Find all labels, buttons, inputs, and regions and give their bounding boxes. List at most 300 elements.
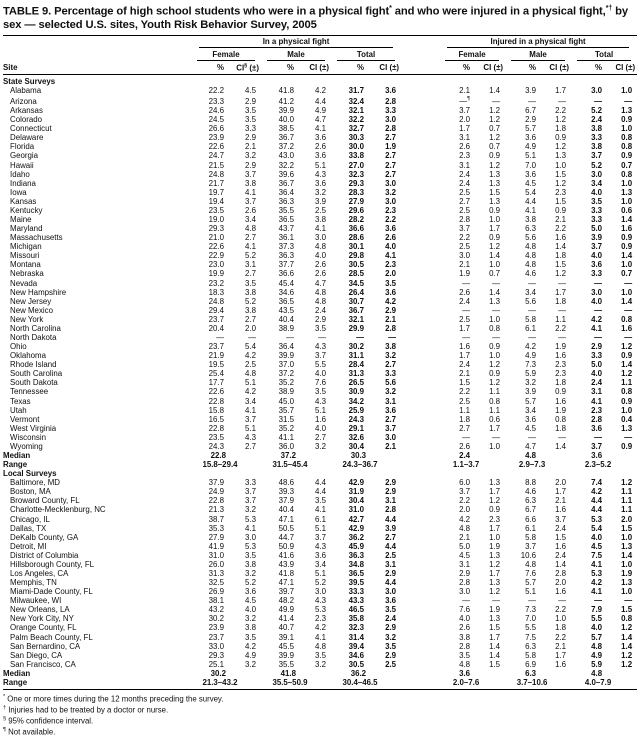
footnote-marker: †	[3, 704, 7, 711]
value-cell: 3.5	[385, 605, 397, 615]
value-cell: 3.7	[525, 541, 537, 551]
value-cell: 3.6	[591, 260, 603, 270]
value-cell: 2.4	[459, 360, 471, 370]
site-cell: Ohio	[10, 342, 27, 352]
site-cell: Broward County, FL	[10, 496, 80, 506]
column-gap	[401, 37, 439, 48]
value-cell: 36.5	[278, 214, 294, 224]
value-cell: 4.8	[315, 242, 326, 252]
value-cell: —	[594, 432, 603, 442]
value-cell: 2.4	[459, 178, 471, 188]
value-cell: 3.9	[315, 196, 326, 206]
column-gap	[401, 306, 439, 315]
value-cell: 0.9	[555, 133, 567, 143]
table-row	[3, 642, 637, 651]
site-cell: Idaho	[10, 169, 30, 179]
value-cell: 2.0	[621, 514, 633, 524]
value-cell: —	[356, 332, 364, 342]
value-cell: 1.7	[489, 224, 501, 234]
value-cell: 5.1	[315, 569, 326, 579]
value-cell: 5.1	[525, 587, 537, 597]
value-cell: 47.1	[278, 514, 294, 524]
percent-column-header: %	[331, 61, 369, 75]
sex-header-female	[439, 48, 505, 61]
value-cell: 3.7	[385, 423, 397, 433]
value-cell: 1.9	[555, 405, 567, 415]
value-cell: 1.3	[621, 187, 633, 197]
value-cell: 1.5	[621, 523, 633, 533]
title-text-3: by sex — selected U.S. sites, Youth Risk Behavior Survey, 2005	[3, 5, 628, 32]
column-gap	[401, 197, 439, 206]
value-cell: 3.0	[591, 287, 603, 297]
value-cell: 42.9	[348, 523, 364, 533]
value-cell: 2.9	[459, 569, 471, 579]
value-cell: 1.5	[489, 623, 501, 633]
column-gap	[401, 179, 439, 188]
ci-column-header: CI (±)	[541, 61, 571, 75]
value-cell: 1.3	[621, 423, 633, 433]
value-cell: 4.8	[315, 296, 326, 306]
value-cell: 3.6	[385, 596, 397, 606]
value-cell: 4.0	[245, 605, 256, 615]
site-cell: Hawaii	[10, 160, 34, 170]
value-cell: 1.2	[489, 115, 501, 125]
value-cell: 32.5	[208, 578, 224, 588]
value-cell: 1.7	[459, 323, 471, 333]
value-cell: 2.3	[459, 151, 471, 161]
value-cell: —	[558, 596, 567, 606]
table-row	[3, 95, 637, 106]
value-cell: 43.2	[208, 605, 224, 615]
value-cell: 4.1	[315, 224, 326, 234]
site-cell: Milwaukee, WI	[10, 596, 62, 606]
value-cell: 1.6	[459, 342, 471, 352]
column-gap	[401, 478, 439, 487]
table-row	[3, 433, 637, 442]
value-cell: 3.1	[459, 133, 471, 143]
summary-value-cell: 3.7–10.6	[516, 677, 548, 687]
value-cell: 44.7	[278, 532, 294, 542]
value-cell: —	[492, 305, 501, 315]
median-row	[3, 669, 637, 678]
value-cell: 43.5	[278, 305, 294, 315]
value-cell: 35.5	[278, 659, 294, 669]
value-cell: 26.0	[208, 559, 224, 569]
value-cell: —	[216, 332, 224, 342]
value-cell: 3.6	[315, 151, 326, 161]
column-gap	[401, 669, 439, 678]
value-cell: 3.3	[385, 106, 397, 116]
sex-header-total-label: Total	[577, 50, 631, 61]
value-cell: 1.9	[385, 142, 397, 152]
value-cell: 1.0	[621, 287, 633, 297]
value-cell: 1.2	[489, 106, 501, 116]
value-cell: 1.0	[489, 351, 501, 361]
value-cell: 2.7	[245, 441, 256, 451]
value-cell: 3.3	[591, 205, 603, 215]
value-cell: 3.8	[591, 142, 603, 152]
value-cell: 1.5	[489, 187, 501, 197]
column-gap	[401, 142, 439, 151]
value-cell: 1.8	[459, 414, 471, 424]
value-cell: 6.3	[525, 224, 537, 234]
value-cell: —	[318, 332, 326, 342]
summary-value-cell: 6.3	[525, 668, 537, 678]
value-cell: 3.2	[315, 659, 326, 669]
value-cell: 2.4	[591, 115, 603, 125]
value-cell: 3.2	[245, 151, 256, 161]
value-cell: —	[594, 332, 603, 342]
value-cell: 4.1	[591, 587, 603, 597]
value-cell: 2.2	[385, 214, 397, 224]
ci-column-header: CI (±)	[475, 61, 505, 75]
value-cell: 4.3	[315, 396, 326, 406]
value-cell: 1.1	[621, 505, 633, 515]
value-cell: 2.5	[385, 659, 397, 669]
column-gap	[401, 360, 439, 369]
title-text-2: and who were injured in a physical fight,	[391, 5, 606, 18]
value-cell: 4.2	[591, 487, 603, 497]
value-cell: —	[594, 596, 603, 606]
value-cell: 2.6	[459, 142, 471, 152]
summary-value-cell: 37.2	[280, 451, 296, 460]
value-cell: 2.9	[385, 569, 397, 579]
value-cell: 32.2	[348, 115, 364, 125]
footnote	[3, 704, 637, 715]
value-cell: 1.3	[489, 550, 501, 560]
value-cell: 5.3	[591, 569, 603, 579]
value-cell: 5.2	[245, 251, 256, 261]
value-cell: 0.8	[489, 323, 501, 333]
summary-value-cell: 2.0–7.6	[452, 677, 480, 687]
value-cell: 2.2	[555, 605, 567, 615]
value-cell: 43.7	[278, 224, 294, 234]
value-cell: 6.1	[525, 323, 537, 333]
value-cell: 1.1	[489, 405, 501, 415]
value-cell: 30.3	[348, 133, 364, 143]
column-gap	[401, 242, 439, 251]
value-cell: 1.6	[555, 233, 567, 243]
value-cell: 1.6	[555, 351, 567, 361]
value-cell: 26.4	[348, 287, 364, 297]
site-cell: Nevada	[10, 278, 38, 288]
value-cell: 23.7	[208, 314, 224, 324]
value-cell: 21.7	[208, 178, 224, 188]
site-column-spacer	[3, 48, 191, 61]
value-cell: 2.0	[459, 505, 471, 515]
site-cell: Arkansas	[10, 106, 43, 116]
value-cell: 37.2	[278, 369, 294, 379]
value-cell: 5.0	[459, 541, 471, 551]
value-cell: 3.4	[315, 559, 326, 569]
value-cell: —	[528, 278, 537, 288]
value-cell: 2.1	[459, 86, 471, 96]
site-cell: Baltimore, MD	[10, 478, 60, 488]
value-cell: 3.7	[591, 151, 603, 161]
value-cell: 36.1	[278, 233, 294, 243]
column-gap	[401, 605, 439, 614]
column-gap	[401, 578, 439, 587]
value-cell: 3.7	[245, 414, 256, 424]
value-cell: 3.0	[591, 169, 603, 179]
value-cell: 0.4	[621, 414, 633, 424]
value-cell: 3.7	[245, 496, 256, 506]
summary-value-cell: 21.3–43.2	[202, 677, 238, 687]
value-cell: 7.3	[525, 360, 537, 370]
value-cell: 1.0	[621, 86, 633, 96]
value-cell: 1.3	[489, 296, 501, 306]
value-cell: 2.0	[459, 115, 471, 125]
value-cell: 36.5	[278, 296, 294, 306]
site-cell: San Diego, CA	[10, 650, 63, 660]
value-cell: 39.7	[278, 587, 294, 597]
value-cell: 4.5	[245, 596, 256, 606]
value-cell: 0.9	[621, 396, 633, 406]
value-cell: 4.2	[315, 623, 326, 633]
table-row	[3, 124, 637, 133]
value-cell: 22.6	[208, 142, 224, 152]
group-header-row	[3, 37, 637, 48]
table-body	[3, 75, 637, 687]
value-cell: 17.7	[208, 378, 224, 388]
site-cell: Delaware	[10, 133, 44, 143]
value-cell: 31.1	[348, 351, 364, 361]
value-cell: 31.0	[208, 550, 224, 560]
table-row	[3, 188, 637, 197]
value-cell: 3.8	[385, 342, 397, 352]
table-row	[3, 424, 637, 433]
column-gap	[401, 95, 439, 106]
summary-value-cell: 15.8–29.4	[202, 460, 238, 470]
value-cell: 4.0	[315, 369, 326, 379]
value-cell: 21.0	[208, 233, 224, 243]
value-cell: 4.1	[591, 396, 603, 406]
value-cell: 0.8	[621, 314, 633, 324]
value-cell: 5.3	[591, 514, 603, 524]
value-cell: 38.5	[278, 124, 294, 134]
value-cell: 0.7	[621, 160, 633, 170]
site-cell: New Hampshire	[10, 287, 67, 297]
table-row	[3, 596, 637, 605]
column-gap	[401, 569, 439, 578]
value-cell: 5.8	[525, 314, 537, 324]
table-row	[3, 279, 637, 288]
value-cell: 2.2	[555, 106, 567, 116]
table-row	[3, 660, 637, 669]
value-cell: 1.2	[621, 623, 633, 633]
value-cell: 3.0	[315, 233, 326, 243]
value-cell: 2.5	[459, 396, 471, 406]
value-cell: 5.9	[591, 659, 603, 669]
value-cell: 39.9	[278, 106, 294, 116]
value-cell: 2.0	[555, 478, 567, 488]
value-cell: 0.9	[555, 387, 567, 397]
value-cell: 0.6	[621, 205, 633, 215]
value-cell: 1.2	[489, 160, 501, 170]
value-cell: 36.7	[278, 178, 294, 188]
value-cell: 5.6	[525, 233, 537, 243]
summary-value-cell: 2.3–5.2	[584, 460, 612, 470]
column-gap	[401, 424, 439, 433]
value-cell: 4.3	[315, 541, 326, 551]
summary-value-cell: 1.1–3.7	[452, 460, 480, 470]
value-cell: 35.8	[348, 614, 364, 624]
value-cell: 3.2	[315, 441, 326, 451]
value-cell: 1.4	[621, 632, 633, 642]
value-cell: 4.5	[245, 86, 256, 96]
column-gap	[401, 623, 439, 632]
sex-header-female	[191, 48, 261, 61]
table-row	[3, 351, 637, 360]
value-cell: 3.0	[591, 86, 603, 96]
column-gap	[401, 279, 439, 288]
value-cell: 3.2	[385, 632, 397, 642]
summary-value-cell: 2.4	[459, 451, 471, 460]
value-cell: 1.4	[489, 287, 501, 297]
value-cell: 0.6	[489, 414, 501, 424]
value-cell: 48.6	[278, 478, 294, 488]
site-cell: Detroit, MI	[10, 541, 47, 551]
value-cell: 3.8	[245, 287, 256, 297]
value-cell: 3.3	[591, 351, 603, 361]
ci-footnote-marker: §	[244, 62, 248, 69]
value-cell: 1.7	[489, 523, 501, 533]
value-cell: 2.5	[245, 360, 256, 370]
table-row	[3, 324, 637, 333]
site-cell: Tennessee	[10, 387, 49, 397]
value-cell: 2.1	[459, 532, 471, 542]
value-cell: 23.2	[208, 278, 224, 288]
value-cell: —	[624, 96, 633, 106]
value-cell: 43.0	[278, 151, 294, 161]
value-cell: 2.9	[385, 623, 397, 633]
value-cell: 4.8	[525, 251, 537, 261]
value-cell: 1.0	[621, 532, 633, 542]
footnotes	[3, 693, 637, 737]
summary-label: Median	[3, 668, 31, 678]
value-cell: 3.4	[245, 214, 256, 224]
footnote	[3, 715, 637, 726]
value-cell: 29.3	[208, 650, 224, 660]
value-cell: 4.1	[245, 405, 256, 415]
value-cell: 5.1	[245, 378, 256, 388]
value-cell: 6.7	[525, 106, 537, 116]
value-cell: 37.9	[278, 496, 294, 506]
value-cell: 4.4	[315, 478, 326, 488]
value-cell: 4.2	[315, 86, 326, 96]
value-cell: 1.0	[621, 587, 633, 597]
value-cell: —	[462, 332, 471, 342]
value-cell: 32.4	[348, 96, 364, 106]
value-cell: 1.6	[555, 505, 567, 515]
value-cell: 41.2	[278, 96, 294, 106]
group-header-in-fight-label: In a physical fight	[199, 37, 393, 48]
site-cell: Arizona	[10, 96, 37, 106]
footnote-text: Injuries had to be treated by a doctor or nurse.	[6, 705, 169, 715]
site-cell: New York	[10, 314, 44, 324]
value-cell: 5.0	[591, 224, 603, 234]
group-header-injured	[439, 37, 637, 48]
site-cell: Florida	[10, 142, 35, 152]
value-cell: 4.3	[315, 342, 326, 352]
value-cell: 1.7	[459, 351, 471, 361]
site-cell: New Mexico	[10, 305, 53, 315]
value-cell: 1.0	[621, 260, 633, 270]
column-gap	[401, 288, 439, 297]
value-cell: 2.0	[245, 323, 256, 333]
table-row	[3, 524, 637, 533]
summary-value-cell: 30.4–46.5	[342, 677, 378, 687]
value-cell: 23.9	[208, 623, 224, 633]
value-cell: 4.0	[315, 423, 326, 433]
value-cell: 28.2	[348, 214, 364, 224]
site-cell: Palm Beach County, FL	[10, 632, 93, 642]
value-cell: 1.5	[459, 378, 471, 388]
value-cell: 4.8	[245, 224, 256, 234]
value-cell: 1.4	[489, 86, 501, 96]
value-cell: 5.4	[525, 187, 537, 197]
column-gap	[401, 206, 439, 215]
value-cell: 5.7	[591, 632, 603, 642]
value-cell: 39.5	[348, 578, 364, 588]
value-cell: 2.9	[245, 160, 256, 170]
value-cell: 3.3	[591, 133, 603, 143]
value-cell: 30.5	[348, 659, 364, 669]
value-cell: 37.7	[278, 260, 294, 270]
value-cell: 4.4	[385, 541, 397, 551]
value-cell: 4.2	[385, 296, 397, 306]
value-cell: 1.0	[621, 559, 633, 569]
value-cell: 1.7	[459, 124, 471, 134]
section-label: Local Surveys	[3, 469, 57, 479]
value-cell: 2.2	[459, 496, 471, 506]
value-cell: 33.8	[348, 151, 364, 161]
column-gap	[401, 415, 439, 424]
value-cell: 2.7	[459, 423, 471, 433]
value-cell: 4.8	[315, 287, 326, 297]
value-cell: 28.3	[348, 187, 364, 197]
value-cell: 18.3	[208, 287, 224, 297]
value-cell: 35.3	[208, 523, 224, 533]
value-cell: 3.0	[315, 587, 326, 597]
value-cell: 26.9	[208, 587, 224, 597]
column-gap	[401, 233, 439, 242]
value-cell: 3.7	[459, 106, 471, 116]
value-cell: 1.0	[555, 614, 567, 624]
value-cell: 5.9	[525, 369, 537, 379]
value-cell: 4.3	[315, 596, 326, 606]
value-cell: 1.1	[459, 405, 471, 415]
value-cell: —	[558, 305, 567, 315]
value-cell: 35.5	[278, 205, 294, 215]
value-cell: 19.4	[208, 196, 224, 206]
value-cell: 2.8	[385, 96, 397, 106]
footnote-marker: ¶	[3, 726, 6, 733]
column-gap	[401, 451, 439, 460]
value-cell: 2.7	[245, 233, 256, 243]
table-row	[3, 387, 637, 396]
value-cell: 29.3	[348, 178, 364, 188]
value-cell: 29.1	[348, 423, 364, 433]
value-cell: 2.0	[385, 269, 397, 279]
value-cell: 0.9	[621, 115, 633, 125]
value-cell: 3.0	[385, 115, 397, 125]
table-row	[3, 515, 637, 524]
summary-value-cell: 3.6	[459, 668, 471, 678]
value-cell: 37.2	[278, 142, 294, 152]
value-cell: 3.5	[245, 632, 256, 642]
value-cell: 1.2	[621, 369, 633, 379]
